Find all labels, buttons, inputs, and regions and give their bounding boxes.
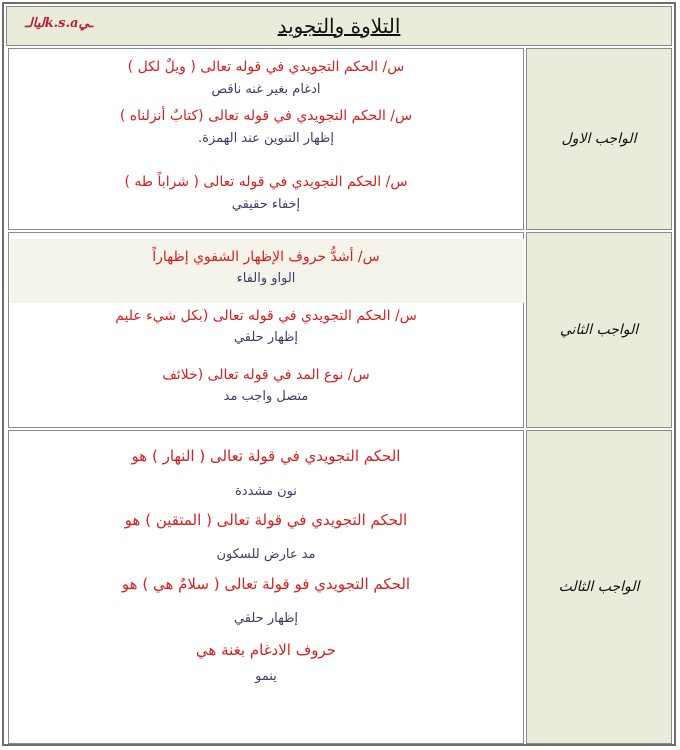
section-3-content — [8, 430, 524, 744]
section-row-1 — [6, 48, 672, 230]
question-line: الحكم التجويدي في قولة تعالى ( المتقين ) هو — [124, 511, 408, 529]
document-table — [2, 2, 676, 746]
answer-line: ينمو — [255, 669, 277, 684]
question-line: س/ نوع المد في قوله تعالى (خلائف — [162, 367, 370, 383]
section-row-2 — [6, 232, 672, 428]
title-bar — [6, 6, 672, 46]
question-line: الحكم التجويدي فو قولة تعالى ( سلامٌ هي ) هو — [121, 575, 411, 593]
answer-line: إظهار التنوين عند الهمزة. — [198, 131, 334, 146]
site-logo: ليالـk.s.aـي — [25, 16, 94, 31]
section-1-label-cell — [526, 48, 672, 230]
question-line: س/ الحكم التجويدي في قوله تعالى ( ويلٌ لكل ) — [127, 59, 405, 75]
section-label: الواجب الثالث — [558, 579, 640, 595]
question-line: س/ الحكم التجويدي في قوله تعالى ( شراباً طه ) — [124, 174, 408, 190]
question-line: الحكم التجويدي في قولة تعالى ( النهار ) هو — [131, 447, 401, 465]
section-2-content — [8, 232, 524, 428]
section-3-label-cell — [526, 430, 672, 744]
answer-line: مد عارض للسكون — [216, 547, 316, 562]
answer-line: الواو والفاء — [236, 271, 296, 286]
question-line: حروف الادغام بغنة هي — [195, 641, 337, 659]
section-row-3 — [6, 430, 672, 744]
answer-line: متصل واجب مد — [223, 389, 309, 404]
section-2-label-cell — [526, 232, 672, 428]
page-title: التلاوة والتجويد — [277, 14, 401, 38]
answer-line: إظهار حلقي — [233, 611, 299, 626]
section-label: الواجب الثاني — [559, 322, 639, 338]
answer-line: إظهار حلقي — [233, 330, 299, 345]
section-label: الواجب الاول — [561, 131, 637, 147]
section-1-content — [8, 48, 524, 230]
question-line: س/ الحكم التجويدي في قوله تعالى (كتابٌ أنزلناه ) — [119, 108, 413, 124]
question-line: س/ الحكم التجويدي في قوله تعالى (بكل شيء عليم — [115, 308, 417, 324]
answer-line: ادغام بغير غنه ناقص — [211, 82, 321, 97]
question-line: س/ أشدُّ حروف الإظهار الشفوي إظهاراً — [152, 249, 380, 265]
answer-line: إخفاء حقيقي — [231, 197, 301, 212]
answer-line: نون مشددة — [235, 484, 297, 499]
